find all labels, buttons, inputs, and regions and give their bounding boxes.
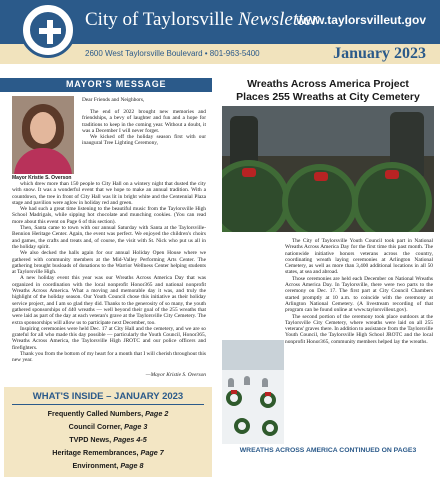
inside-item-page: Page 3	[124, 422, 148, 431]
story-body	[285, 238, 433, 345]
cemetery-photo	[222, 340, 284, 444]
letter-salutation: Dear Friends and Neighbors,	[82, 97, 145, 103]
inside-item-page: Page 2	[145, 409, 169, 418]
wreath-ceremony-photo	[222, 106, 434, 232]
story-headline-line: Wreaths Across America Project	[247, 78, 409, 90]
inside-item-label: Heritage Remembrances,	[52, 448, 139, 457]
inside-item-page: Pages 4-5	[113, 435, 147, 444]
story-headline	[222, 78, 434, 104]
portrait-face	[30, 112, 56, 144]
letter-paragraph: We also decked the halls again for our annual Holiday Open House where we gathered with community members at the Mid-Valley Performing Arts Center. The gathering brought busloads of donations to the Warrior Wellness Center helping students at Taylorsville High.	[12, 250, 206, 276]
inside-item-page: Page 7	[140, 448, 164, 457]
inside-item-label: Frequently Called Numbers,	[47, 409, 144, 418]
wreath-bow	[231, 390, 237, 394]
letter-paragraph: The end of 2022 brought new memories and friendships, a bevy of laughter and fun and a hope for traditions to keep in the coming year. Without a doubt, it was a December I will never forget.	[82, 109, 206, 134]
wreath-image	[234, 418, 250, 434]
inside-item-label: TVPD News,	[69, 435, 112, 444]
story-paragraph: The second portion of the ceremony took place outdoors at the Taylorsville City Cemetery, where wreaths were laid on all 255 veterans' graves there. In addition to assistance from the Taylorsville Youth Council, the Taylorsville High School JROTC and the local nonprofit Honor365, community members helped lay the wreaths.	[285, 313, 433, 345]
wreath-bow	[314, 172, 328, 181]
masthead	[0, 0, 440, 72]
whats-inside-box	[4, 387, 212, 477]
story-headline-line: Places 255 Wreaths at City Cemetery	[236, 91, 420, 103]
newsletter-title-word: Newsletter	[237, 9, 320, 30]
city-address: 2600 West Taylorsville Boulevard • 801-963-5400	[85, 49, 260, 58]
inside-item-frequently-called-numbers[interactable]	[4, 409, 212, 418]
whats-inside-divider	[12, 404, 204, 405]
mayor-message-header	[0, 78, 212, 92]
wreath-image	[262, 420, 278, 436]
letter-paragraph: which drew more than 150 people to City Hall on a wintery night that dusted the city with snow. It was a wonderful event that we hope to make an annual tradition. With a countdown, the tree in front of City Hall was lit in bright white and the Centennial Plaza stage and pavilion were aglow in holiday red and green.	[12, 181, 206, 206]
photo-background	[222, 340, 284, 370]
letter-narrow-paragraphs	[82, 109, 206, 147]
headstone	[228, 378, 234, 387]
city-website-url: www.taylorsvilleut.gov	[296, 13, 426, 27]
letter-paragraph: Then, Santa came to town with our annual Saturday with Santa at the Taylorsville-Bennion Heritage Center. Again, the event was perfect. We enjoyed the children's choirs and games, the crafts and treats and, of course, the visit with St. Nick who put us all in the holiday spirit.	[12, 225, 206, 250]
story-continued-link[interactable]: WREATHS ACROSS AMERICA CONTINUED ON PAGE3	[239, 447, 417, 454]
inside-item-page: Page 8	[120, 461, 144, 470]
letter-wide-paragraphs	[12, 181, 206, 364]
newsletter-title	[85, 9, 319, 31]
story-paragraph: Those ceremonies are held each December on National Wreaths Across America Day. In Taylorsville, there were two parts to the ceremony on Dec. 17. The first part at City Council Chambers started promptly at 10 a.m. to coincide with the ceremony at Arlington National Cemetery. (A livestream recording of that program can be found online at www.taylorsvilleut.gov).	[285, 275, 433, 314]
whats-inside-title: WHAT'S INSIDE – JANUARY 2023	[32, 391, 184, 402]
inside-item-label: Council Corner,	[68, 422, 123, 431]
headstone	[244, 376, 250, 385]
letter-paragraph: Thank you from the bottom of my heart for a month that I will cherish throughout this new year.	[12, 351, 206, 364]
newsletter-title-city: City of Taylorsville	[85, 9, 234, 30]
mayor-signature: —Mayor Kristie S. Overson	[145, 372, 206, 378]
mayor-portrait-photo	[12, 96, 74, 174]
seal-cross-bar	[39, 28, 61, 34]
wreath-bow	[385, 170, 399, 179]
story-paragraph: The City of Taylorsville Youth Council took part in National Wreaths Across America Day for the first time this past month. The nationwide initiative honors veterans across the country, coordinating wreath laying ceremonies at Arlington National Cemetery, as well as more than 3,400 additional locations in all 50 states, at sea and abroad.	[285, 238, 433, 276]
inside-item-council-corner[interactable]	[4, 422, 212, 431]
letter-paragraph: Inspiring ceremonies were held Dec. 17 at City Hall and the cemetery, and we are so grateful for all who made this day possible — particularly the Youth Council, Honor365, Wreaths Across America, the Taylorsville High JROTC and our police officers and firefighters.	[12, 325, 206, 351]
inside-item-label: Environment,	[72, 461, 119, 470]
inside-item-heritage-remembrances[interactable]	[4, 448, 212, 457]
letter-paragraph: We had such a great time listening to the beautiful music from the Taylorsville High School Madrigals, while sipping hot chocolate and munching cookies. (You can read more about this event on Page 6 of this section).	[12, 206, 206, 225]
letter-paragraph: A new holiday event this year was our Wreaths Across America Day that was organized in coordination with the local nonprofit Honor365 and national nonprofit Wreaths Across America. What a moving and memorable day it was, and truly the highlight of the holiday season. Our Youth Council chose this initiative as their holiday service project, and I am so glad they did. Thanks to the generosity of so many, the youth gathered sponsorships of 440 wreaths — well beyond their goal of the 255 wreaths that were laid as part of the day at each veteran's grave at the Taylorsville City Cemetery. The extra sponsorships will allow us to participate next December, too.	[12, 275, 206, 326]
wreath-bow	[265, 392, 271, 396]
letter-paragraph: We kicked off the holiday season first with our inaugural Tree Lighting Ceremony,	[82, 134, 206, 147]
issue-date: January 2023	[333, 45, 426, 62]
headstone	[262, 378, 268, 387]
city-seal-logo	[20, 2, 76, 58]
inside-item-tvpd-news[interactable]	[4, 435, 212, 444]
mayor-message-heading: MAYOR'S MESSAGE	[66, 79, 167, 89]
wreath-bow	[242, 168, 256, 177]
inside-item-environment[interactable]	[4, 461, 212, 470]
mayor-photo-caption: Mayor Kristie S. Overson	[12, 175, 72, 181]
seal-emblem	[28, 10, 68, 50]
